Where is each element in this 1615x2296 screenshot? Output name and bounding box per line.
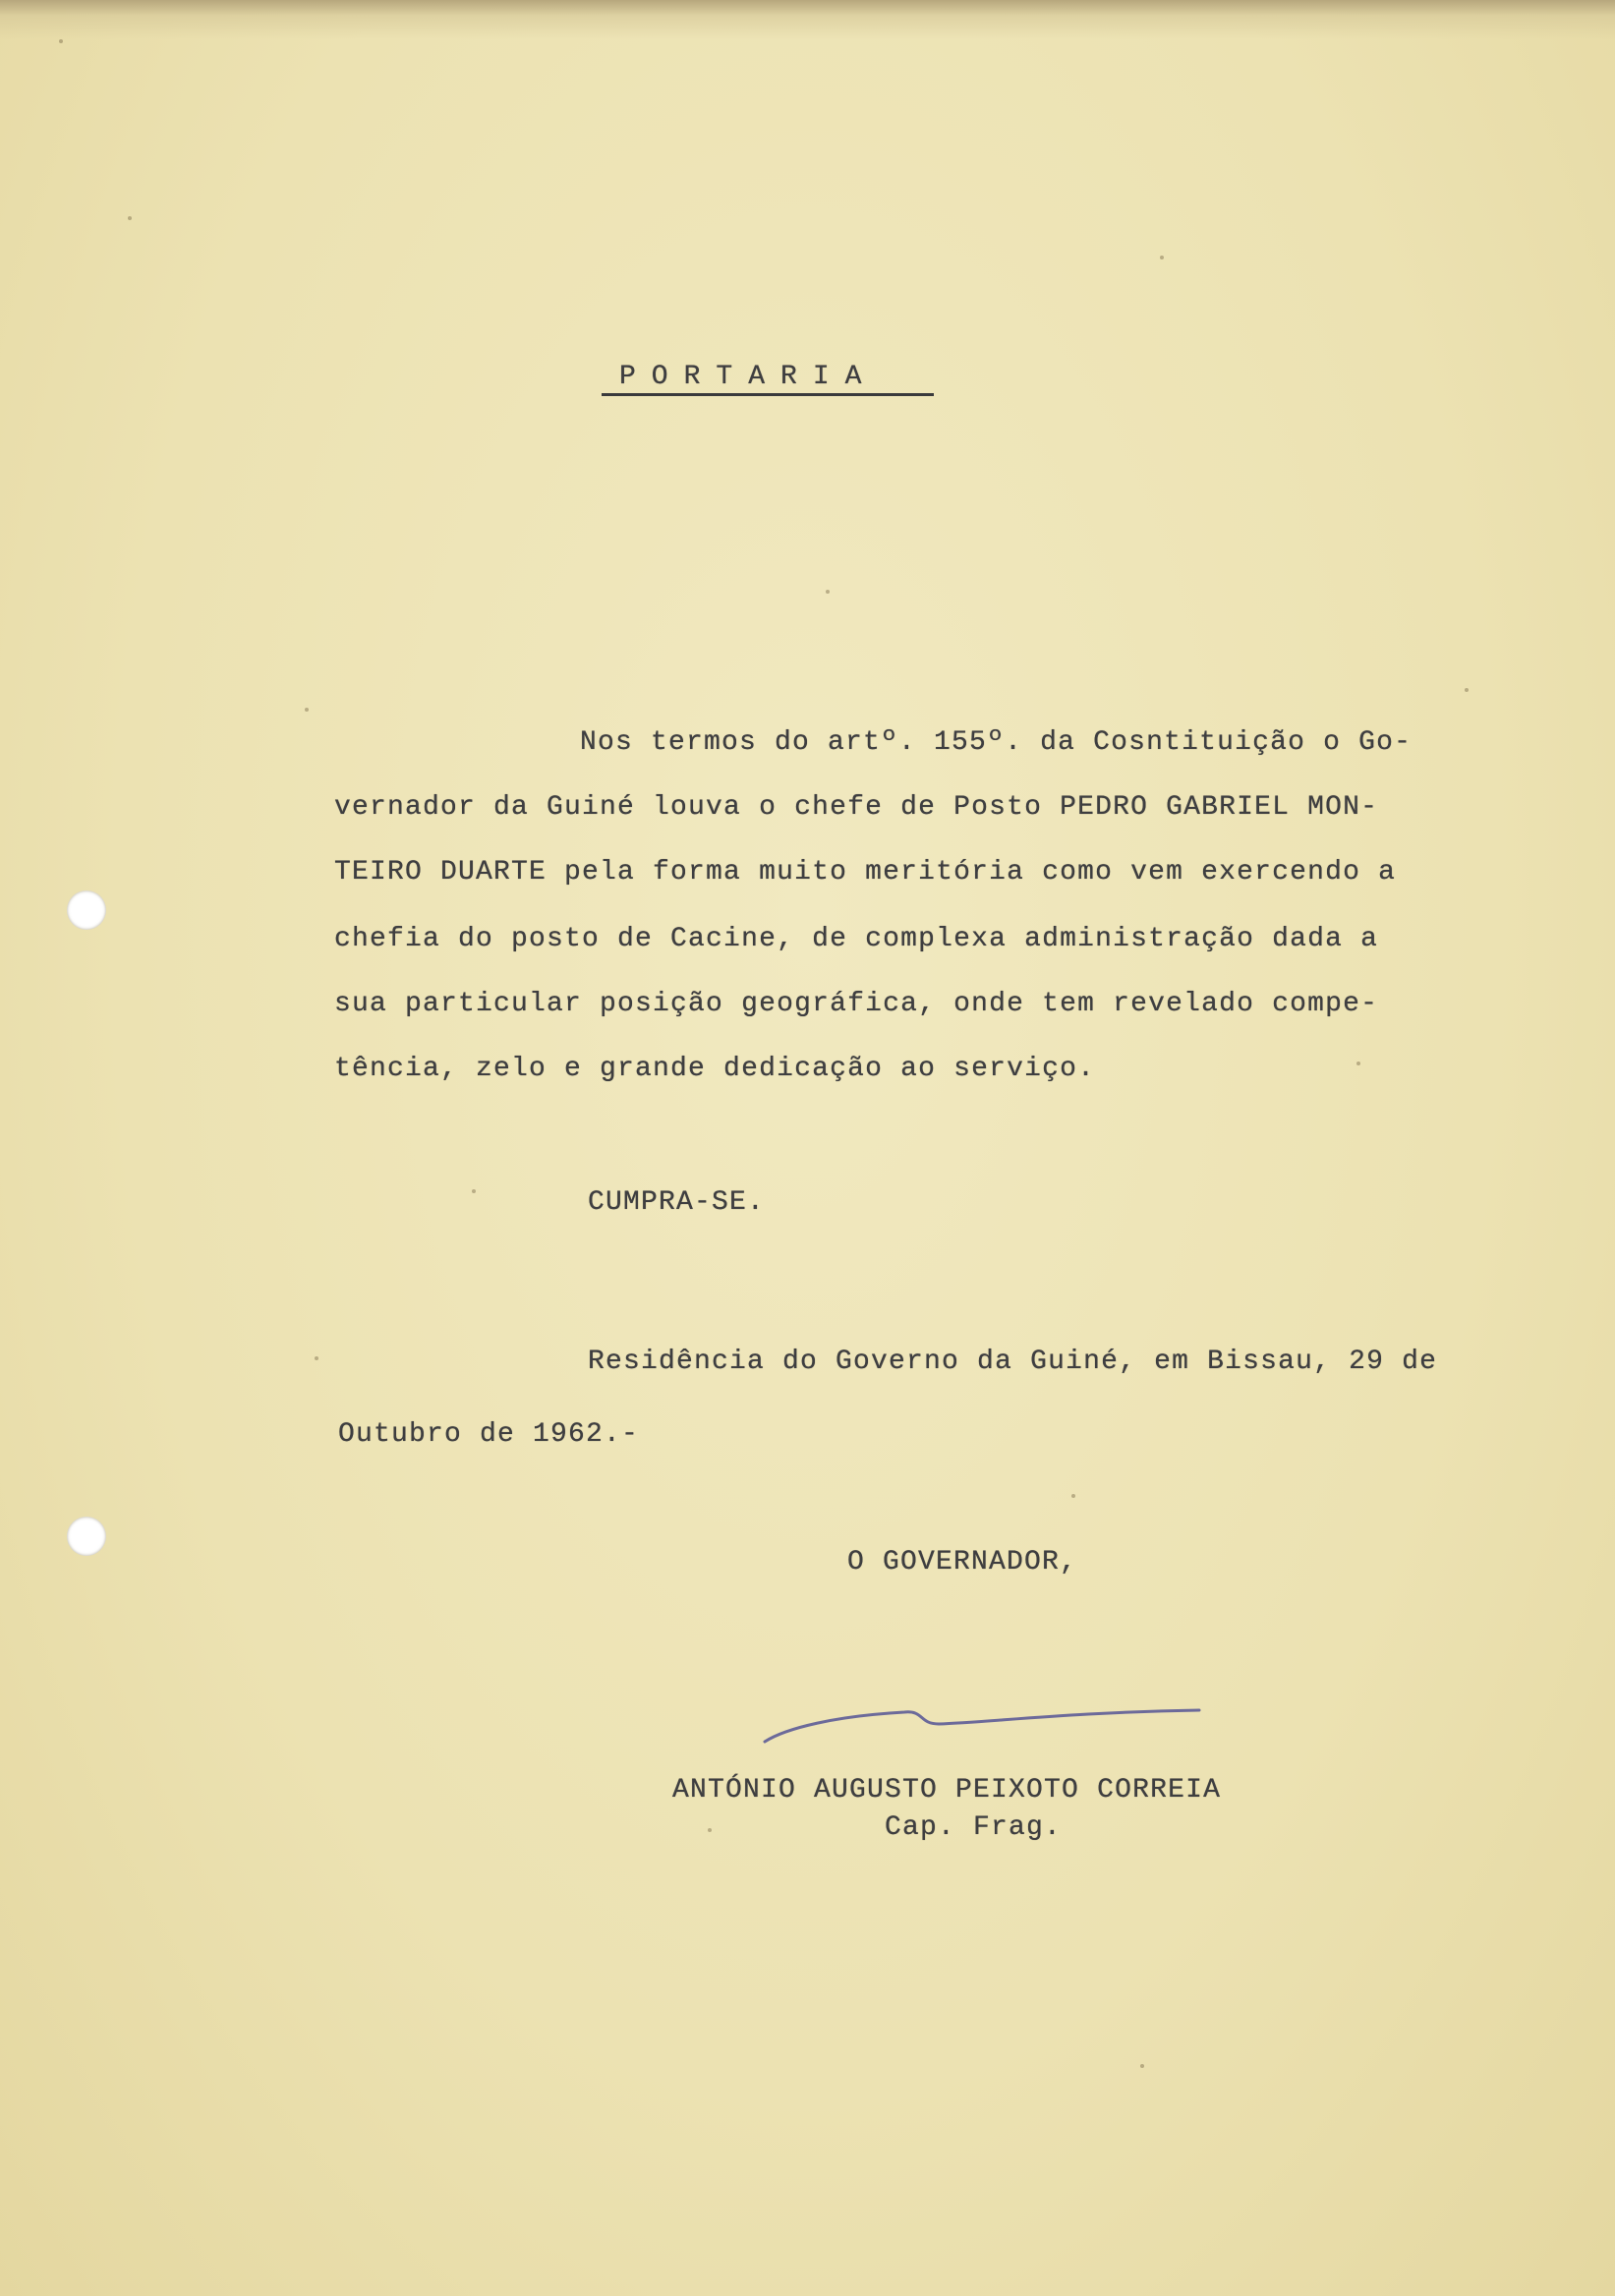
body-line-4: chefia do posto de Cacine, de complexa administração dada a [334,924,1379,954]
paper-speck [1071,1494,1075,1498]
paper-speck [1465,688,1469,692]
paper-speck [315,1356,318,1360]
paper-speck [59,39,63,43]
place-date-line-1: Residência do Governo da Guiné, em Bissau, 29 de [588,1347,1438,1377]
body-line-5: sua particular posição geográfica, onde tem revelado compe- [334,989,1379,1019]
body-line-3: TEIRO DUARTE pela forma muito meritória como vem exercendo a [334,857,1397,888]
paper-speck [1356,1062,1360,1065]
paper-speck [826,590,830,594]
handwritten-signature [757,1691,1209,1750]
signatory-name: ANTÓNIO AUGUSTO PEIXOTO CORREIA [672,1775,1222,1806]
document-title: PORTARIA [619,362,878,392]
paper-speck [708,1828,712,1832]
body-line-6: tência, zelo e grande dedicação ao serviço. [334,1054,1096,1084]
body-line-1: Nos termos do artº. 155º. da Cosntituição o Go- [580,727,1413,758]
title-underline [602,393,934,396]
body-line-2: vernador da Guiné louva o chefe de Posto PEDRO GABRIEL MON- [334,792,1379,823]
paper-speck [128,216,132,220]
order-text: CUMPRA-SE. [588,1187,766,1218]
signatory-rank: Cap. Frag. [885,1812,1063,1843]
signatory-role: O GOVERNADOR, [847,1547,1078,1578]
paper-speck [1160,256,1164,259]
paper-speck [472,1189,476,1193]
paper-top-edge [0,0,1615,39]
paper-speck [1140,2064,1144,2068]
punch-hole-lower [67,1517,106,1556]
punch-hole-upper [67,890,106,930]
paper-speck [305,708,309,712]
place-date-line-2: Outubro de 1962.- [338,1419,640,1450]
